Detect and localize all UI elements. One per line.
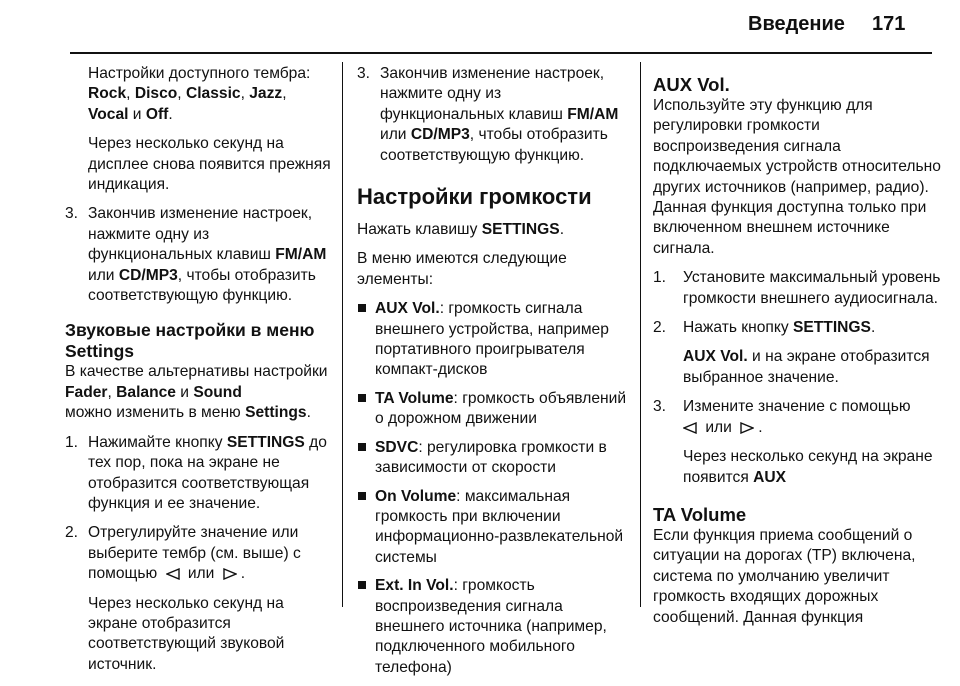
- list-item: On Volume: максимальная громкость при включении информационно-развлекательной системы: [357, 487, 629, 569]
- paragraph-source-display: Через несколько секунд на экране отобразится соответствующий звуковой источник.: [88, 594, 285, 673]
- paragraph-menu-items: В меню имеются следующие элементы:: [357, 250, 567, 288]
- header-rule: [70, 52, 932, 54]
- paragraph-display-restore: Через несколько секунд на дисплее снова появится прежняя индикация.: [88, 135, 331, 194]
- paragraph-aux-description: Используйте эту функцию для регулировки громкости воспроизведения сигнала подключаемых устройств относительно других источников (например, радио). Данная функция доступна только при включенном внешнем источнике сигнала.: [653, 97, 941, 257]
- bullet-icon: [358, 394, 366, 402]
- column-divider-2: [640, 62, 641, 607]
- triangle-right-icon: [740, 422, 754, 434]
- triangle-left-icon: [683, 422, 697, 434]
- list-item: TA Volume: громкость объявлений о дорожном движении: [357, 389, 629, 430]
- bullet-icon: [358, 492, 366, 500]
- page-number: 171: [872, 13, 906, 35]
- list-item-2: 2. Нажать кнопку SETTINGS. AUX Vol. и на экране отобразится выбранное значение.: [653, 318, 948, 388]
- paragraph-timbre-options: Настройки доступного тембра: Rock, Disco, Classic, Jazz, Vocal и Off. Через несколько секунд на дисплее снова появится прежняя индикация.: [65, 64, 337, 195]
- list-item-3-continued: 3. Закончив изменение настроек, нажмите одну из функциональных клавиш FM/AM или CD/MP3, чтобы отобразить соответствующую функцию.: [357, 65, 619, 164]
- paragraph-ta-description: Если функция приема сообщений о ситуации на дорогах (TP) включена, система по умолчанию увеличит громкость входящих дорожных сообщений. Данная функция: [653, 526, 916, 626]
- list-item: SDVC: регулировка громкости в зависимости от скорости: [357, 438, 629, 479]
- triangle-right-icon: [223, 568, 237, 580]
- list-item-3: 3. Измените значение с помощью или . Через несколько секунд на экране появится AUX: [653, 397, 948, 488]
- section-heading-ta-volume: TA Volume: [653, 503, 747, 525]
- paragraph-press-settings: Нажать клавишу SETTINGS.: [357, 221, 565, 239]
- column-divider-1: [342, 62, 343, 607]
- section-heading-sound-settings: Звуковые настройки в меню Settings: [65, 320, 315, 362]
- triangle-left-icon: [166, 568, 180, 580]
- section-heading-volume-settings: Настройки громкости: [357, 184, 592, 210]
- list-item-1: 1. Установите максимальный уровень громкости внешнего аудиосигнала.: [653, 269, 941, 307]
- page-title: Введение: [748, 13, 845, 35]
- bullet-icon: [358, 443, 366, 451]
- list-item-1: 1. Нажимайте кнопку SETTINGS до тех пор, пока на экране не отобразится соответствующая функция и ее значение.: [65, 433, 327, 512]
- list-item-2: 2. Отрегулируйте значение или выберите тембр (см. выше) с помощью или . Через несколько секунд на экране отобразится соответствующий звуковой источник.: [65, 523, 337, 675]
- list-item: AUX Vol.: громкость сигнала внешнего устройства, например портативного проигрывателя компакт-дисков: [357, 299, 629, 381]
- paragraph-aux-value: AUX Vol. и на экране отобразится выбранное значение.: [683, 348, 930, 386]
- column-2: [357, 64, 629, 686]
- column-1: [65, 64, 337, 684]
- section-heading-aux-vol: AUX Vol.: [653, 74, 730, 95]
- paragraph-aux-shown: Через несколько секунд на экране появится AUX: [683, 448, 933, 486]
- bullet-icon: [358, 581, 366, 589]
- bullet-icon: [358, 304, 366, 312]
- list-item-3: 3. Закончив изменение настроек, нажмите одну из функциональных клавиш FM/AM или CD/MP3, чтобы отобразить соответствующую функцию.: [65, 205, 327, 305]
- list-item: Ext. In Vol.: громкость воспроизведения сигнала внешнего источника (например, подключенного мобильного телефона): [357, 576, 629, 678]
- column-3: [653, 74, 948, 637]
- paragraph-intro: В качестве альтернативы настройки Fader, Balance и Sound можно изменить в меню Settings.: [65, 363, 328, 422]
